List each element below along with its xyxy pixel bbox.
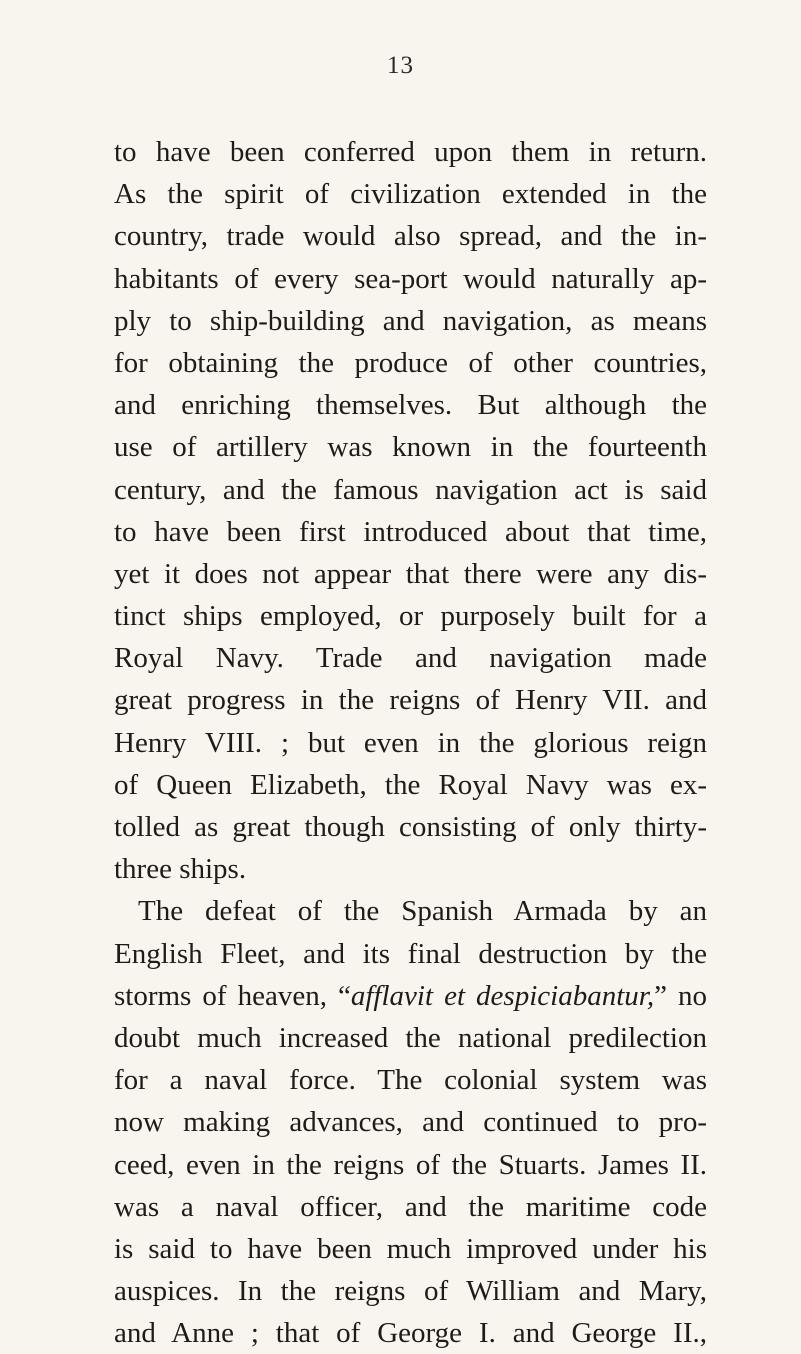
text-line: As the spirit of civilization extended in the <box>114 178 707 211</box>
text-line: ply to ship-building and navigation, as means <box>114 304 707 337</box>
text-line: for obtaining the produce of other countries, <box>114 346 707 379</box>
text-line: yet it does not appear that there were any dis- <box>114 557 707 590</box>
text-line: ceed, even in the reigns of the Stuarts. James II. <box>114 1148 707 1181</box>
text-line: and enriching themselves. But although the <box>114 389 707 422</box>
quote-tail-text: ” no <box>654 979 707 1012</box>
text-line: English Fleet, and its final destruction by the <box>114 937 707 970</box>
text-line: century, and the famous navigation act is said <box>114 473 707 506</box>
text-line: now making advances, and continued to pro- <box>114 1106 707 1139</box>
quote-line <box>114 975 707 1017</box>
text-line: was a naval officer, and the maritime code <box>114 1190 707 1223</box>
text-line: country, trade would also spread, and the in- <box>114 220 707 253</box>
quote-lead-text: storms of heaven, “ <box>114 979 351 1012</box>
text-line: great progress in the reigns of Henry VII. and <box>114 684 707 717</box>
paragraph-start-line: The defeat of the Spanish Armada by an <box>138 895 707 928</box>
text-line: use of artillery was known in the fourteenth <box>114 431 707 464</box>
page-number: 13 <box>387 52 414 79</box>
text-line: and Anne ; that of George I. and George II., <box>114 1317 707 1350</box>
text-line: habitants of every sea-port would naturally ap- <box>114 262 707 295</box>
text-line: is said to have been much improved under his <box>114 1232 707 1265</box>
text-line: tolled as great though consisting of only thirty- <box>114 811 707 843</box>
body-text <box>114 131 707 1354</box>
text-line: Royal Navy. Trade and navigation made <box>114 642 707 675</box>
text-line: to have been first introduced about that time, <box>114 515 707 548</box>
text-line: of Queen Elizabeth, the Royal Navy was ex- <box>114 768 707 801</box>
text-line: doubt much increased the national predilection <box>114 1021 707 1054</box>
text-line: auspices. In the reigns of William and Mary, <box>114 1275 707 1308</box>
text-line: to have been conferred upon them in return. <box>114 136 707 168</box>
text-line: three ships. <box>114 853 247 886</box>
text-line: Henry VIII. ; but even in the glorious reign <box>114 726 707 759</box>
text-line: tinct ships employed, or purposely built for a <box>114 600 707 633</box>
text-line: for a naval force. The colonial system was <box>114 1064 707 1097</box>
latin-quote: afflavit et despiciabantur, <box>350 979 655 1012</box>
